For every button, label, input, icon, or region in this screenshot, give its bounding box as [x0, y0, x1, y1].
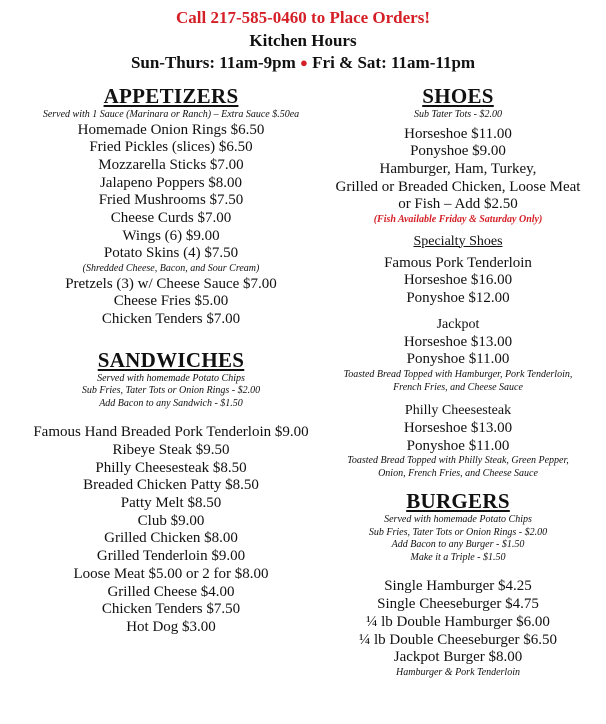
menu-item: ¼ lb Double Hamburger $6.00 [366, 613, 550, 630]
appetizers-title: APPETIZERS [103, 84, 239, 108]
appetizers-section [12, 83, 330, 329]
menu-item: Fried Mushrooms $7.50 [98, 192, 244, 209]
weekend-label: Fri & Sat: [312, 53, 387, 72]
menu-item: Horseshoe $11.00 [404, 125, 512, 142]
jackpot-note: Toasted Bread Topped with Hamburger, Pork Tenderloin, [343, 369, 573, 381]
menu-item: Patty Melt $8.50 [120, 495, 222, 512]
menu-item: Hamburger, Ham, Turkey, [379, 160, 537, 177]
menu-item: Single Hamburger $4.25 [384, 578, 532, 595]
kitchen-hours-title: Kitchen Hours [249, 31, 357, 50]
shoes-section [318, 83, 598, 480]
sandwiches-title: SANDWICHES [97, 347, 245, 372]
menu-item: Breaded Chicken Patty $8.50 [83, 477, 259, 494]
weekend-hours: 11am-11pm [391, 53, 476, 72]
menu-item: Horseshoe $13.00 [403, 420, 513, 437]
menu-item: Cheese Fries $5.00 [113, 293, 229, 310]
menu-item: Famous Hand Breaded Pork Tenderloin $9.00 [33, 424, 309, 441]
menu-item: Chicken Tenders $7.50 [101, 601, 241, 618]
sandwiches-section [12, 347, 330, 637]
menu-item: Jackpot Burger $8.00 [393, 649, 523, 666]
menu-item: Pretzels (3) w/ Cheese Sauce $7.00 [65, 275, 277, 292]
menu-item: Famous Pork Tenderloin [384, 254, 532, 271]
burgers-note: Add Bacon to any Burger - $1.50 [391, 539, 525, 551]
sandwiches-note: Sub Fries, Tater Tots or Onion Rings - $2.00 [81, 385, 261, 397]
menu-item: Homemade Onion Rings $6.50 [77, 121, 265, 138]
sandwiches-note: Add Bacon to any Sandwich - $1.50 [99, 397, 243, 409]
menu-item: Hot Dog $3.00 [126, 618, 216, 635]
menu-item: Horseshoe $16.00 [403, 272, 513, 289]
menu-item: Ponyshoe $12.00 [406, 289, 510, 306]
menu-item: Ribeye Steak $9.50 [112, 441, 230, 458]
menu-item: Fried Pickles (slices) $6.50 [89, 139, 253, 156]
phone-order-line: Call 217-585-0460 to Place Orders! [176, 8, 430, 27]
potato-skins-note: (Shredded Cheese, Bacon, and Sour Cream) [82, 263, 260, 275]
burgers-note: Served with homemade Potato Chips [384, 514, 532, 526]
burgers-title: BURGERS [406, 489, 510, 514]
weekday-hours: 11am-9pm [219, 53, 296, 72]
menu-item: Single Cheeseburger $4.75 [377, 596, 539, 613]
menu-item: Grilled Tenderloin $9.00 [96, 548, 246, 565]
right-column [318, 83, 598, 679]
specialty-shoes-title: Specialty Shoes [413, 233, 503, 249]
philly-note: Toasted Bread Topped with Philly Steak, Green Pepper, [347, 455, 569, 467]
menu-item: Grilled Cheese $4.00 [107, 583, 235, 600]
menu-item: Jalapeno Poppers $8.00 [99, 174, 243, 191]
jackpot-burger-note: Hamburger & Pork Tenderloin [396, 666, 520, 678]
jackpot-note: French Fries, and Cheese Sauce [393, 381, 523, 393]
menu-item: Horseshoe $13.00 [403, 333, 513, 350]
menu-item: Ponyshoe $9.00 [410, 143, 506, 160]
burgers-section [318, 488, 598, 679]
philly-note: Onion, French Fries, and Cheese Sauce [378, 467, 538, 479]
menu-item: Potato Skins (4) $7.50 [103, 245, 239, 262]
menu-item: Grilled or Breaded Chicken, Loose Meat [335, 178, 581, 195]
appetizers-note: Served with 1 Sauce (Marinara or Ranch) – Extra Sauce $.50ea [42, 109, 300, 120]
burgers-note: Sub Fries, Tater Tots or Onion Rings - $2.00 [368, 526, 548, 538]
philly-shoe-title: Philly Cheesesteak [404, 403, 512, 419]
menu-item: Ponyshoe $11.00 [406, 437, 510, 454]
burgers-note: Make it a Triple - $1.50 [410, 551, 506, 563]
menu-item: ¼ lb Double Cheeseburger $6.50 [358, 631, 558, 648]
menu-item: Philly Cheesesteak $8.50 [95, 459, 247, 476]
menu-item: Loose Meat $5.00 or 2 for $8.00 [73, 565, 269, 582]
menu-item: Chicken Tenders $7.00 [101, 311, 241, 328]
weekday-label: Sun-Thurs: [130, 53, 216, 72]
shoes-title: SHOES [422, 84, 494, 108]
menu-item: Wings (6) $9.00 [122, 227, 220, 244]
menu-item: Club $9.00 [137, 512, 205, 529]
sandwiches-note: Served with homemade Potato Chips [97, 372, 245, 384]
menu-item: Cheese Curds $7.00 [110, 210, 232, 227]
jackpot-shoe-title: Jackpot [436, 316, 480, 332]
menu-item: Ponyshoe $11.00 [406, 351, 510, 368]
left-column [12, 83, 330, 637]
kitchen-hours [0, 53, 606, 73]
menu-item: Grilled Chicken $8.00 [104, 530, 238, 547]
menu-item: Mozzarella Sticks $7.00 [98, 156, 244, 173]
bullet-dot-icon: ● [300, 55, 308, 70]
shoes-note: Sub Tater Tots - $2.00 [414, 109, 502, 120]
fish-availability-note: (Fish Available Friday & Saturday Only) [373, 214, 543, 226]
menu-item: or Fish – Add $2.50 [398, 196, 518, 213]
